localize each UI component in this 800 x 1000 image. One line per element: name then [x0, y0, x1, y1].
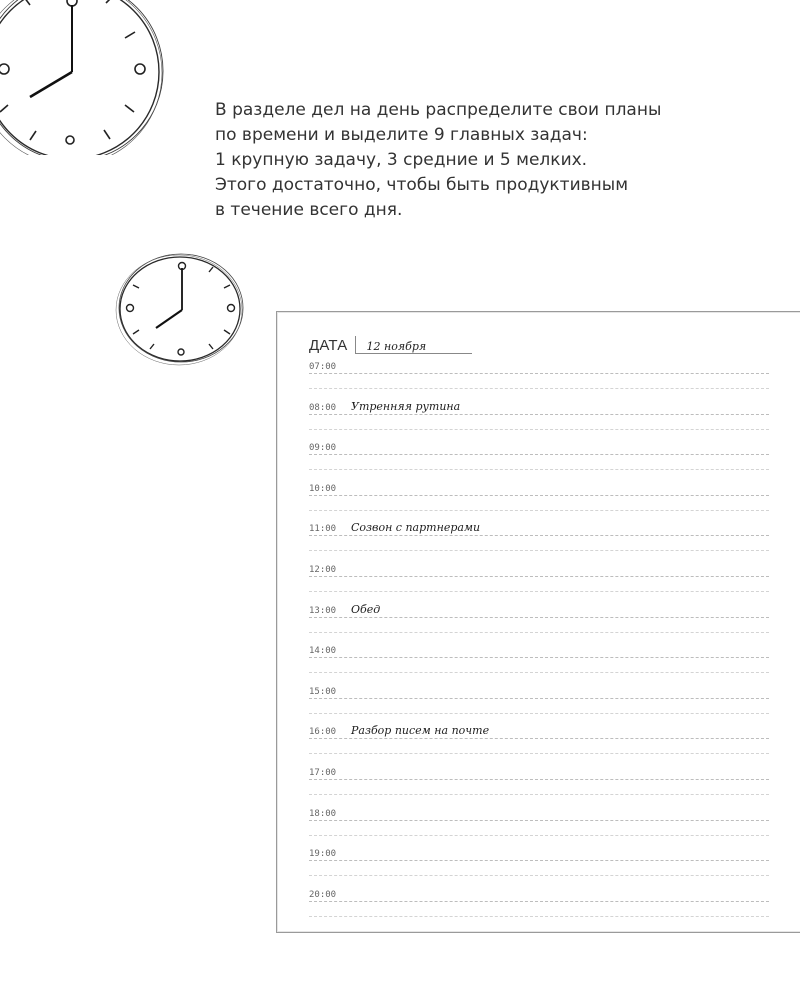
- half-hour-line[interactable]: [309, 794, 769, 795]
- hour-line[interactable]: [309, 722, 769, 739]
- hour-time: 20:00: [309, 889, 337, 900]
- hour-time: 12:00: [309, 564, 337, 575]
- half-hour-line[interactable]: [309, 550, 769, 551]
- hour-line[interactable]: [309, 398, 769, 415]
- hour-slot: [309, 438, 769, 479]
- intro-line: Этого достаточно, чтобы быть продуктивным: [215, 175, 629, 195]
- half-hour-line[interactable]: [309, 713, 769, 714]
- half-hour-line[interactable]: [309, 875, 769, 876]
- half-hour-line[interactable]: [309, 672, 769, 673]
- half-hour-line[interactable]: [309, 916, 769, 917]
- hour-line[interactable]: [309, 438, 769, 455]
- hour-slot: [309, 804, 769, 845]
- date-label: ДАТА: [309, 337, 348, 354]
- hour-task: Обед: [351, 602, 381, 616]
- hour-line[interactable]: [309, 763, 769, 780]
- hour-slot: [309, 844, 769, 885]
- half-hour-line[interactable]: [309, 388, 769, 389]
- hour-line[interactable]: [309, 641, 769, 658]
- day-planner-page: [276, 311, 800, 933]
- half-hour-line[interactable]: [309, 591, 769, 592]
- hour-time: 07:00: [309, 362, 337, 372]
- half-hour-line[interactable]: [309, 469, 769, 470]
- hour-slot: [309, 479, 769, 520]
- hour-time: 13:00: [309, 605, 337, 616]
- hour-time: 09:00: [309, 443, 337, 454]
- intro-line: в течение всего дня.: [215, 200, 403, 220]
- hour-slot: [309, 560, 769, 601]
- intro-line: В разделе дел на день распределите свои планы: [215, 100, 662, 120]
- hour-time: 11:00: [309, 524, 337, 535]
- hour-slot: [309, 885, 769, 926]
- date-value: 12 ноября: [366, 340, 427, 353]
- hour-time: 16:00: [309, 727, 337, 738]
- hour-time: 18:00: [309, 808, 337, 819]
- hour-task: Утренняя рутина: [351, 399, 461, 413]
- intro-line: по времени и выделите 9 главных задач:: [215, 125, 588, 145]
- hour-time: 15:00: [309, 686, 337, 697]
- hour-line[interactable]: [309, 560, 769, 577]
- date-row: [309, 334, 472, 354]
- date-field[interactable]: [355, 336, 472, 354]
- intro-text: [215, 98, 735, 223]
- hour-slot: [309, 641, 769, 682]
- hour-time: 19:00: [309, 849, 337, 860]
- hour-line[interactable]: [309, 885, 769, 902]
- hour-slot: [309, 722, 769, 763]
- hour-time: 17:00: [309, 767, 337, 778]
- hour-line[interactable]: [309, 357, 769, 374]
- half-hour-line[interactable]: [309, 632, 769, 633]
- hour-line[interactable]: [309, 804, 769, 821]
- hour-slot: [309, 763, 769, 804]
- half-hour-line[interactable]: [309, 510, 769, 511]
- hour-slot: [309, 357, 769, 398]
- clock-icon: [112, 252, 244, 366]
- hour-slot: [309, 601, 769, 642]
- hour-line[interactable]: [309, 479, 769, 496]
- hour-time: 14:00: [309, 646, 337, 657]
- hour-slot: [309, 398, 769, 439]
- hour-line[interactable]: [309, 601, 769, 618]
- hour-line[interactable]: [309, 519, 769, 536]
- hourly-schedule: [309, 357, 769, 925]
- half-hour-line[interactable]: [309, 835, 769, 836]
- clock-icon: [0, 0, 170, 155]
- intro-line: 1 крупную задачу, 3 средние и 5 мелких.: [215, 150, 588, 170]
- hour-time: 08:00: [309, 402, 337, 413]
- hour-line[interactable]: [309, 682, 769, 699]
- hour-line[interactable]: [309, 844, 769, 861]
- hour-slot: [309, 682, 769, 723]
- hour-time: 10:00: [309, 483, 337, 494]
- hour-slot: [309, 519, 769, 560]
- hour-task: Разбор писем на почте: [351, 724, 490, 738]
- half-hour-line[interactable]: [309, 753, 769, 754]
- hour-task: Созвон с партнерами: [351, 521, 481, 535]
- half-hour-line[interactable]: [309, 429, 769, 430]
